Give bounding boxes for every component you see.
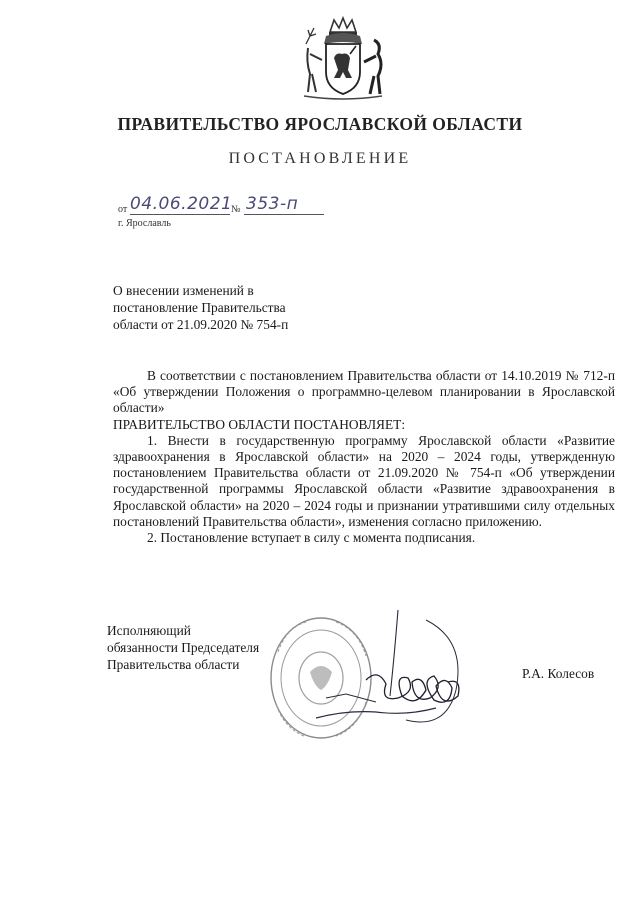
subject-line: области от 21.09.2020 № 754-п — [113, 317, 289, 332]
number-prefix: № — [231, 204, 241, 215]
document-type: ПОСТАНОВЛЕНИЕ — [228, 150, 412, 167]
number-underline — [244, 214, 324, 215]
yaroslavl-coat-of-arms-icon — [296, 14, 390, 106]
preamble-paragraph: В соответствии с постановлением Правительства области от 14.10.2019 № 712-п «Об утверждении Положения о программно-целевом планировании в Ярославской области» — [113, 368, 615, 416]
signer-position-line: Правительства области — [107, 657, 240, 672]
signer-position — [107, 622, 287, 673]
subject-block — [113, 282, 373, 333]
item-1-paragraph: 1. Внести в государственную программу Ярославской области «Развитие здравоохранения в Ярославской области» на 2020 – 2024 годы, утвержденную постановлением Правительства области от 21.09.2020 № 754-п «Об утверждении государственной программы Ярославской области «Развитие здравоохранения в Ярославской области» на 2020 – 2024 годы и признании утратившими силу отдельных постановлений Правительства области», изменения согласно приложению. — [113, 432, 615, 529]
handwritten-number: 353-п — [246, 194, 299, 214]
date-underline — [130, 214, 230, 215]
decree-statement: ПРАВИТЕЛЬСТВО ОБЛАСТИ ПОСТАНОВЛЯЕТ: — [113, 416, 406, 432]
signer-name: Р.А. Колесов — [522, 666, 595, 681]
decree-body — [113, 368, 615, 546]
city-label: г. Ярославль — [118, 218, 171, 229]
subject-line: постановление Правительства — [113, 300, 286, 315]
registration-line — [118, 194, 358, 220]
signer-position-line: обязанности Председателя — [107, 640, 260, 655]
handwritten-signature-icon — [286, 600, 466, 750]
subject-line: О внесении изменений в — [113, 283, 254, 298]
government-title: ПРАВИТЕЛЬСТВО ЯРОСЛАВСКОЙ ОБЛАСТИ — [117, 114, 523, 134]
date-prefix: от — [118, 204, 128, 215]
signer-position-line: Исполняющий — [107, 623, 191, 638]
handwritten-date: 04.06.2021 — [130, 194, 233, 214]
item-2-paragraph: 2. Постановление вступает в силу с момента подписания. — [147, 530, 476, 546]
